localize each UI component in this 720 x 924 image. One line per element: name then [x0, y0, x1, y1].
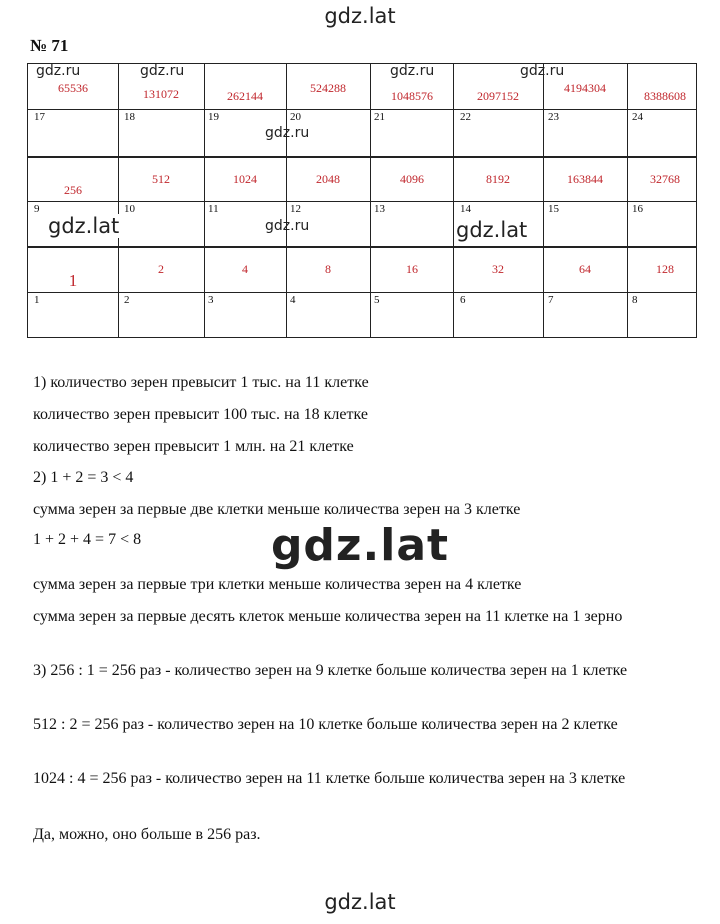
cell-number: 3: [208, 294, 214, 306]
watermark-small: gdz.ru: [140, 63, 185, 79]
cell-value: 1048576: [391, 89, 433, 103]
cell-number: 19: [208, 111, 219, 123]
cell-number: 20: [290, 111, 301, 123]
watermark-small: gdz.ru: [265, 218, 310, 234]
cell-number: 15: [548, 203, 559, 215]
grid-line: [28, 292, 696, 293]
cell-number: 23: [548, 111, 559, 123]
cell-number: 21: [374, 111, 385, 123]
solution-line: сумма зерен за первые две клетки меньше количества зерен на 3 клетке: [33, 501, 521, 518]
solution-line: сумма зерен за первые три клетки меньше количества зерен на 4 клетке: [33, 576, 522, 593]
cell-value: 524288: [310, 81, 346, 95]
watermark-small: gdz.ru: [520, 63, 565, 79]
watermark-small: gdz.ru: [265, 125, 310, 141]
cell-value: 8388608: [644, 89, 686, 103]
cell-value: 64: [579, 262, 591, 276]
solution-paragraph: сумма зерен за первые десять клеток меньше количества зерен на 11 клетке на 1 зерно: [33, 608, 623, 625]
cell-number: 1: [34, 294, 40, 306]
watermark-small: gdz.ru: [36, 63, 81, 79]
solution-paragraph: 1024 : 4 = 256 раз - количество зерен на 11 клетке больше количества зерен на 3 клетке: [33, 770, 626, 787]
cell-value: 4: [242, 262, 248, 276]
watermark-left: gdz.lat: [48, 214, 120, 238]
cell-number: 12: [290, 203, 301, 215]
cell-value: 163844: [567, 172, 603, 186]
solution-paragraph: 512 : 2 = 256 раз - количество зерен на 10 клетке больше количества зерен на 2 клетке: [33, 716, 618, 733]
solution-line: Да, можно, оно больше в 256 раз.: [33, 826, 261, 843]
grid-line: [28, 201, 696, 202]
solution-line: количество зерен превысит 1 млн. на 21 клетке: [33, 438, 354, 455]
cell-value: 1: [68, 271, 78, 290]
cell-number: 14: [460, 203, 471, 215]
cell-number: 7: [548, 294, 554, 306]
cell-value: 512: [152, 172, 170, 186]
cell-number: 4: [290, 294, 296, 306]
cell-value: 32768: [650, 172, 680, 186]
cell-number: 10: [124, 203, 135, 215]
cell-number: 24: [632, 111, 643, 123]
cell-number: 8: [632, 294, 638, 306]
cell-value: 32: [492, 262, 504, 276]
cell-value: 8: [325, 262, 331, 276]
cell-value: 4096: [400, 172, 424, 186]
solution-line: 1) количество зерен превысит 1 тыс. на 11 клетке: [33, 374, 369, 391]
grid-line: [28, 156, 696, 158]
solution-paragraph: 3) 256 : 1 = 256 раз - количество зерен на 9 клетке больше количества зерен на 1 клетке: [33, 662, 628, 679]
cell-value: 2048: [316, 172, 340, 186]
cell-number: 13: [374, 203, 385, 215]
solution-line: 1 + 2 + 4 = 7 < 8: [33, 531, 142, 548]
grid-line: [28, 109, 696, 110]
cell-value: 128: [656, 262, 674, 276]
cell-number: 2: [124, 294, 130, 306]
cell-value: 8192: [486, 172, 510, 186]
problem-number: № 71: [30, 36, 69, 55]
watermark-middle: gdz.lat: [270, 520, 450, 571]
cell-number: 22: [460, 111, 471, 123]
cell-number: 5: [374, 294, 380, 306]
cell-number: 6: [460, 294, 466, 306]
cell-value: 262144: [227, 89, 263, 103]
cell-number: 11: [208, 203, 219, 215]
cell-value: 65536: [58, 81, 88, 95]
cell-value: 2097152: [477, 89, 519, 103]
cell-number: 18: [124, 111, 135, 123]
cell-number: 9: [34, 203, 40, 215]
cell-value: 16: [406, 262, 418, 276]
cell-number: 16: [632, 203, 643, 215]
cell-value: 131072: [143, 87, 179, 101]
solution-line: 2) 1 + 2 = 3 < 4: [33, 469, 134, 486]
cell-value: 1024: [233, 172, 257, 186]
cell-value: 4194304: [564, 81, 606, 95]
cell-number: 17: [34, 111, 45, 123]
watermark-bottom: gdz.lat: [324, 890, 396, 914]
cell-value: 2: [158, 262, 164, 276]
chessboard-table: [27, 63, 697, 338]
watermark-right: gdz.lat: [456, 218, 528, 242]
grid-line: [28, 246, 696, 248]
watermark-small: gdz.ru: [390, 63, 435, 79]
cell-value: 256: [64, 183, 82, 197]
solution-line: количество зерен превысит 100 тыс. на 18 клетке: [33, 406, 368, 423]
watermark-top: gdz.lat: [324, 4, 396, 28]
